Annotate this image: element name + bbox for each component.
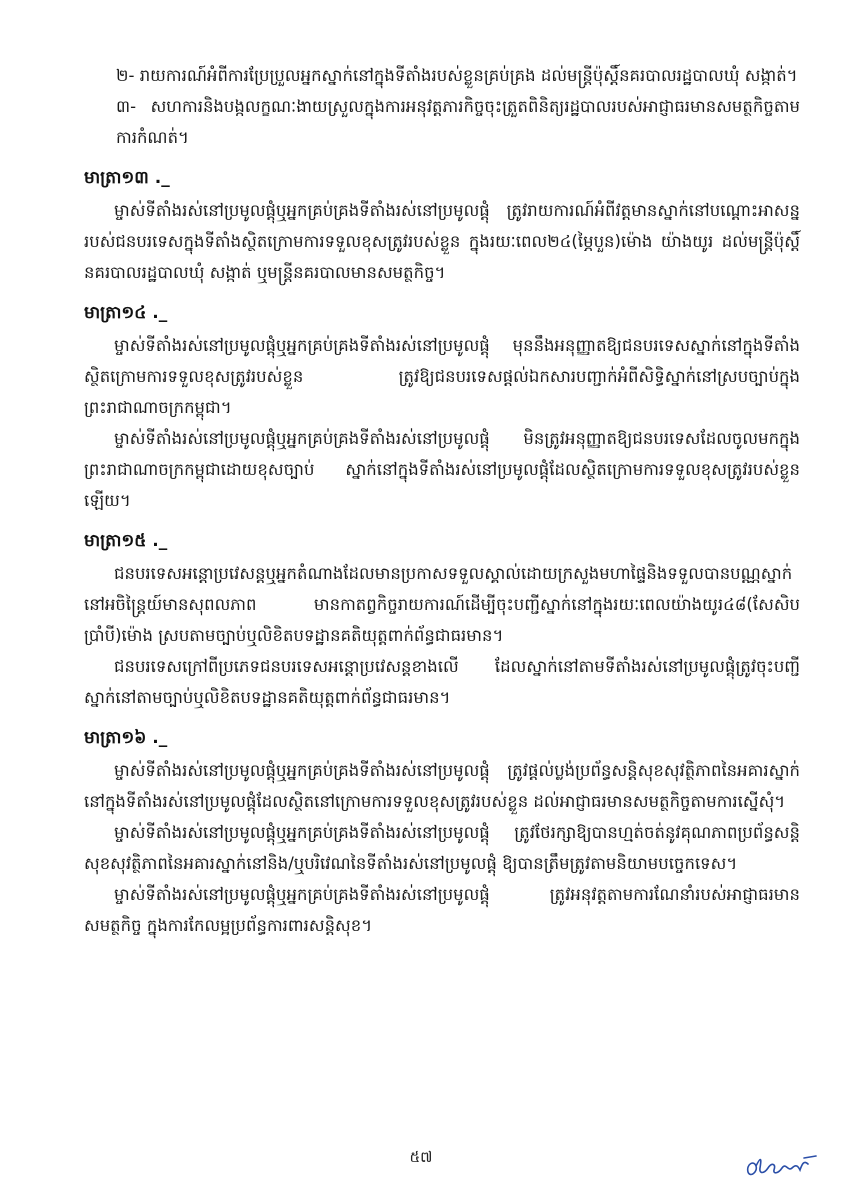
list-marker: ៣- bbox=[116, 97, 137, 116]
paragraph: ម្ចាស់ទីតាំងរស់នៅប្រមូលផ្តុំឬអ្នកគ្រប់គ្រងទីតាំងរស់នៅប្រមូលផ្តុំ មិនត្រូវអនុញ្ញាតឱ្យជនបរទេសដែលចូលមកក្នុងព្រះរាជាណាចក្រកម្ពុជាដោយខុសច្បាប់ ស្នាក់នៅក្នុងទីតាំងរស់នៅប្រមូលផ្តុំដែលស្ថិតក្រោមការទទួលខុសត្រូវរបស់ខ្លួនឡើយ។ bbox=[84, 429, 800, 510]
ink-signature-icon bbox=[742, 1150, 822, 1188]
list-text: រាយការណ៍អំពីការប្រែប្រួលអ្នកស្នាក់នៅក្នុងទីតាំងរបស់ខ្លួនគ្រប់គ្រង ដល់មន្ត្រីប៉ុស្តិ៍នគរបាលរដ្ឋបាលឃុំ សង្កាត់។ bbox=[139, 66, 798, 85]
paragraph: ម្ចាស់ទីតាំងរស់នៅប្រមូលផ្តុំឬអ្នកគ្រប់គ្រងទីតាំងរស់នៅប្រមូលផ្តុំ ត្រូវអនុវត្តតាមការណែនាំរបស់អាជ្ញាធរមានសមត្ថកិច្ច ក្នុងការកែលម្អប្រព័ន្ធការពារសន្តិសុខ។ bbox=[84, 885, 800, 935]
paragraph: ជនបរទេសក្រៅពីប្រភេទជនបរទេសអន្តោប្រវេសន្តខាងលើ ដែលស្នាក់នៅតាមទីតាំងរស់នៅប្រមូលផ្តុំត្រូវចុះបញ្ជីស្នាក់នៅតាមច្បាប់ឬលិខិតបទដ្ឋានគតិយុត្តពាក់ព័ន្ធជាធរមាន។ bbox=[84, 657, 800, 707]
document-page bbox=[84, 60, 800, 941]
article-15-heading: មាត្រា១៥ ._ bbox=[84, 531, 168, 551]
article-16-heading: មាត្រា១៦ ._ bbox=[84, 728, 168, 748]
article-14-heading: មាត្រា១៤ ._ bbox=[84, 303, 168, 323]
page-number: ៥៧ bbox=[409, 1148, 433, 1166]
paragraph: ម្ចាស់ទីតាំងរស់នៅប្រមូលផ្តុំឬអ្នកគ្រប់គ្រងទីតាំងរស់នៅប្រមូលផ្តុំ ត្រូវផ្តល់ប្លង់ប្រព័ន្ធសន្តិសុខសុវត្ថិភាពនៃអគារស្នាក់នៅក្នុងទីតាំងរស់នៅប្រមូលផ្តុំដែលស្ថិតនៅក្រោមការទទួលខុសត្រូវរបស់ខ្លួន ដល់អាជ្ញាធរមានសមត្ថកិច្ចតាមការស្នើសុំ។ bbox=[84, 761, 800, 811]
list-item bbox=[84, 91, 800, 153]
article-13-heading: មាត្រា១៣ ._ bbox=[84, 168, 170, 188]
paragraph: ជនបរទេសអន្តោប្រវេសន្តឬអ្នកតំណាងដែលមានប្រកាសទទួលស្គាល់ដោយក្រសួងមហាផ្ទៃនិងទទួលបានបណ្ណស្នាក់នៅអចិន្ត្រៃយ៍មានសុពលភាព មានកាតព្វកិច្ចរាយការណ៍ដើម្បីចុះបញ្ជីស្នាក់នៅក្នុងរយៈពេលយ៉ាងយូរ៤៨(សែសិបប្រាំបី)ម៉ោង ស្របតាមច្បាប់ឬលិខិតបទដ្ឋានគតិយុត្តពាក់ព័ន្ធជាធរមាន។ bbox=[84, 564, 800, 645]
paragraph: ម្ចាស់ទីតាំងរស់នៅប្រមូលផ្តុំឬអ្នកគ្រប់គ្រងទីតាំងរស់នៅប្រមូលផ្តុំ ត្រូវថែរក្សាឱ្យបានហ្មត់ចត់នូវគុណភាពប្រព័ន្ធសន្តិសុខសុវត្ថិភាពនៃអគារស្នាក់នៅនិង/ឬបរិវេណនៃទីតាំងរស់នៅប្រមូលផ្តុំ ឱ្យបានត្រឹមត្រូវតាមនិយាមបច្ចេកទេស។ bbox=[84, 823, 800, 873]
list-text: សហការនិងបង្កលក្ខណៈងាយស្រួលក្នុងការអនុវត្តភារកិច្ចចុះត្រួតពិនិត្យរដ្ឋបាលរបស់អាជ្ញាធរមានសមត្ថកិច្ចតាមការកំណត់។ bbox=[116, 97, 800, 147]
paragraph: ម្ចាស់ទីតាំងរស់នៅប្រមូលផ្តុំឬអ្នកគ្រប់គ្រងទីតាំងរស់នៅប្រមូលផ្តុំ មុននឹងអនុញ្ញាតឱ្យជនបរទេសស្នាក់នៅក្នុងទីតាំងស្ថិតក្រោមការទទួលខុសត្រូវរបស់ខ្លួន ត្រូវឱ្យជនបរទេសផ្តល់ឯកសារបញ្ជាក់អំពីសិទ្ធិស្នាក់នៅស្របច្បាប់ក្នុងព្រះរាជាណាចក្រកម្ពុជា។ bbox=[84, 336, 800, 417]
list-marker: ២- bbox=[116, 66, 135, 85]
list-item bbox=[84, 60, 800, 91]
paragraph: ម្ចាស់ទីតាំងរស់នៅប្រមូលផ្តុំឬអ្នកគ្រប់គ្រងទីតាំងរស់នៅប្រមូលផ្តុំ ត្រូវរាយការណ៍អំពីវត្តមានស្នាក់នៅបណ្តោះអាសន្នរបស់ជនបរទេសក្នុងទីតាំងស្ថិតក្រោមការទទួលខុសត្រូវរបស់ខ្លួន ក្នុងរយៈពេល២៤(ម្ភៃបួន)ម៉ោង យ៉ាងយូរ ដល់មន្ត្រីប៉ុស្តិ៍នគរបាលរដ្ឋបាលឃុំ សង្កាត់ ឬមន្ត្រីនគរបាលមានសមត្ថកិច្ច។ bbox=[84, 201, 800, 282]
